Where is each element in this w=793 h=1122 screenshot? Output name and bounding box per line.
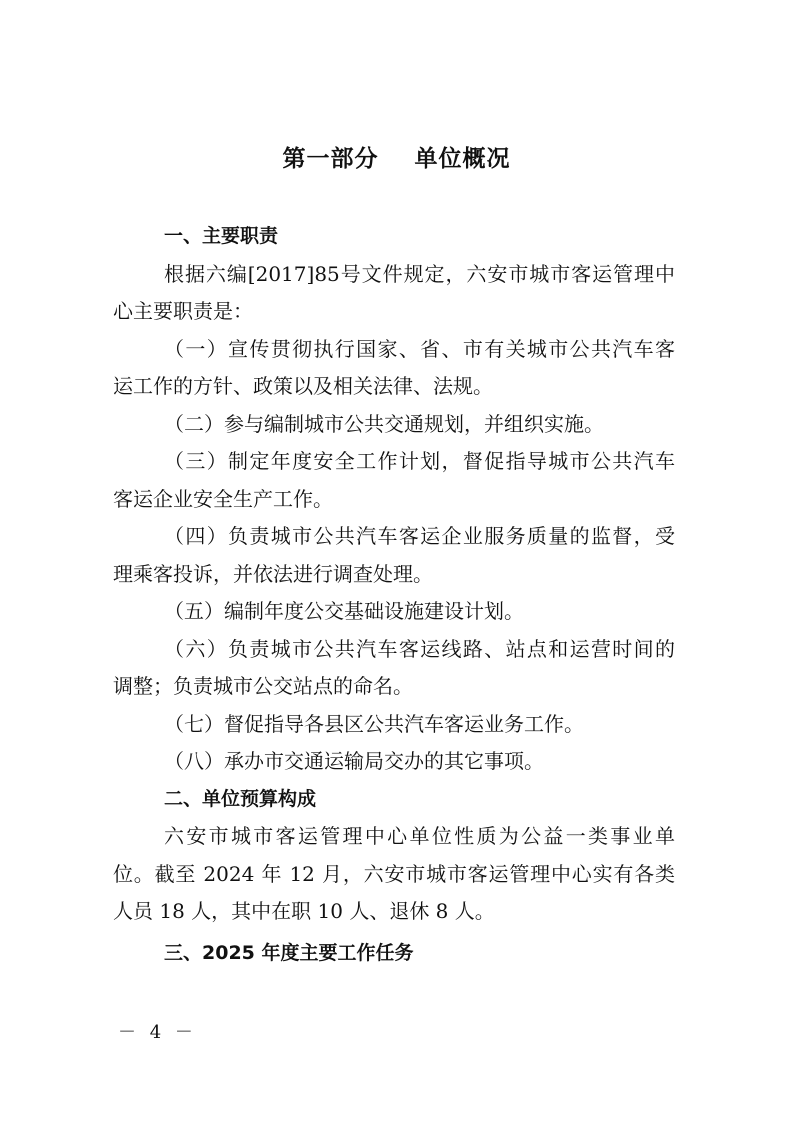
- section-heading-budget: 二、单位预算构成: [164, 787, 317, 810]
- budget-text: 位。截至 2024 年 12 月，六安市城市客运管理中心实有各类: [113, 861, 675, 886]
- duty-item-6: [113, 631, 675, 669]
- section-heading-duties: 一、主要职责: [164, 225, 279, 247]
- duty-item-1: [113, 331, 675, 369]
- duty-item-1-continued: 运工作的方针、政策以及相关法律、法规。: [113, 374, 493, 398]
- budget-line-1: [113, 818, 675, 856]
- duty-item-3-continued: 客运企业安全生产工作。: [113, 486, 333, 511]
- duty-item-4-continued: 理乘客投诉，并依法进行调查处理。: [113, 561, 433, 586]
- paragraph-line: 心主要职责是：: [113, 299, 253, 323]
- budget-text: 六安市城市客运管理中心单位性质为公益一类事业单: [164, 824, 675, 848]
- duty-item-text: （六）负责城市公共汽车客运线路、站点和运营时间的: [164, 636, 675, 661]
- page-number: － 4 －: [118, 1022, 197, 1043]
- duty-item-8: （八）承办市交通运输局交办的其它事项。: [164, 749, 544, 773]
- duty-item-2: （二）参与编制城市公共交通规划，并组织实施。: [164, 411, 604, 436]
- duty-item-5: （五）编制年度公交基础设施建设计划。: [164, 599, 524, 623]
- budget-line-3: 人员 18 人，其中在职 10 人、退休 8 人。: [113, 899, 495, 923]
- duty-item-6-continued: 调整；负责城市公交站点的命名。: [113, 674, 413, 698]
- paragraph-line: [113, 256, 675, 294]
- budget-line-2: [113, 856, 675, 894]
- duty-item-text: （一）宣传贯彻执行国家、省、市有关城市公共汽车客: [164, 336, 675, 361]
- duty-item-3: [113, 443, 675, 481]
- paragraph-text: 根据六编[2017]85号文件规定，六安市城市客运管理中: [164, 261, 675, 286]
- duty-item-4: [113, 518, 675, 556]
- duty-item-text: （四）负责城市公共汽车客运企业服务质量的监督，受: [164, 524, 675, 548]
- duty-item-7: （七）督促指导各县区公共汽车客运业务工作。: [164, 711, 584, 736]
- duty-item-text: （三）制定年度安全工作计划，督促指导城市公共汽车: [164, 449, 675, 473]
- document-body: [113, 218, 675, 972]
- section-heading-tasks: 三、2025 年度主要工作任务: [164, 941, 414, 964]
- page-title: 第一部分 单位概况: [282, 146, 511, 172]
